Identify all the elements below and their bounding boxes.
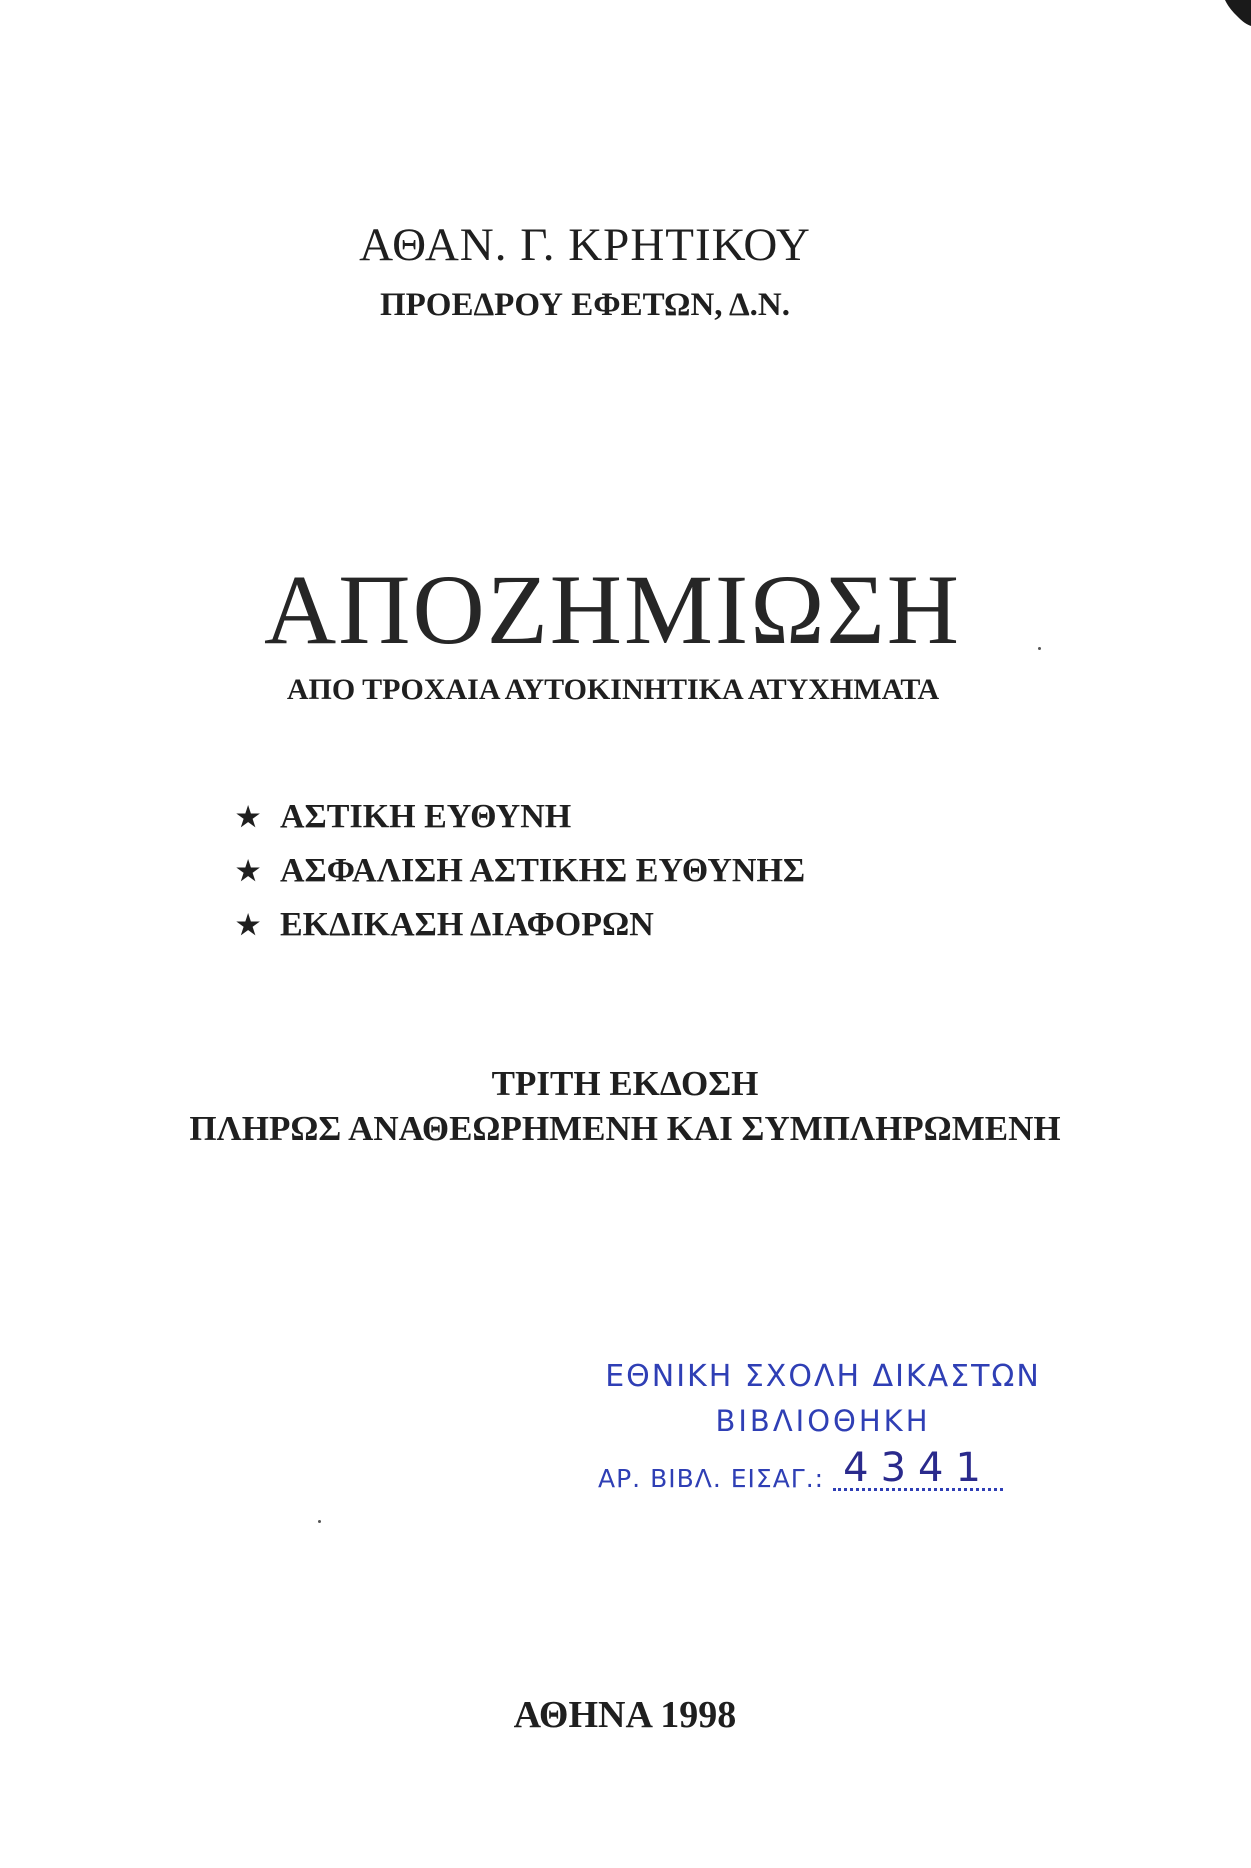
topic-label: ΕΚΔΙΚΑΣΗ ΔΙΑΦΟΡΩΝ [280,906,654,943]
edition: ΤΡΙΤΗ ΕΚΔΟΣΗ [491,1064,759,1103]
book-subtitle: ΑΠΟ ΤΡΟΧΑΙΑ ΑΥΤΟΚΙΝΗΤΙΚΑ ΑΤΥΧΗΜΑΤΑ [286,673,940,706]
handwritten-accession-number: 4341 [833,1448,1003,1491]
star-icon: ★ [236,801,261,832]
topic-label: ΑΣΦΑΛΙΣΗ ΑΣΤΙΚΗΣ ΕΥΘΥΝΗΣ [280,852,806,889]
author-name: ΑΘΑΝ. Γ. ΚΡΗΤΙΚΟΥ [359,219,811,271]
book-title: ΑΠΟΖΗΜΙΩΣΗ [264,554,961,665]
topic-item [236,898,805,952]
corner-blot [1217,0,1251,28]
star-icon: ★ [236,909,261,940]
library-stamp [588,1359,1058,1493]
stamp-accession-row [588,1445,1058,1493]
stamp-accession-label: ΑΡ. ΒΙΒΛ. ΕΙΣΑΓ.: [598,1464,825,1493]
topic-label: ΑΣΤΙΚΗ ΕΥΘΥΝΗ [280,798,572,835]
star-icon: ★ [236,855,261,886]
topic-item [236,790,805,844]
topic-item [236,844,805,898]
stamp-institution: ΕΘΝΙΚΗ ΣΧΟΛΗ ΔΙΚΑΣΤΩΝ [605,1359,1041,1394]
speck [1038,647,1041,650]
speck [318,1520,321,1523]
stamp-department: ΒΙΒΛΙΟΘΗΚΗ [715,1404,931,1438]
author-title: ΠΡΟΕΔΡΟΥ ΕΦΕΤΩΝ, Δ.Ν. [379,287,790,323]
topic-list [236,790,805,952]
place-date: ΑΘΗΝΑ 1998 [513,1694,737,1736]
edition-note: ΠΛΗΡΩΣ ΑΝΑΘΕΩΡΗΜΕΝΗ ΚΑΙ ΣΥΜΠΛΗΡΩΜΕΝΗ [189,1109,1061,1148]
